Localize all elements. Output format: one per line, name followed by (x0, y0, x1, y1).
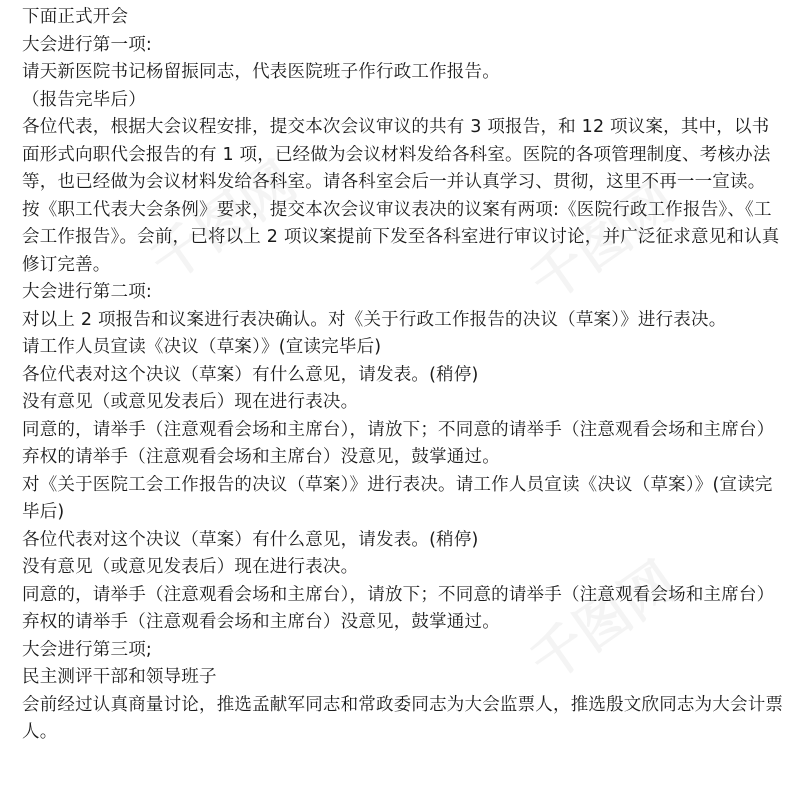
doc-line: 请工作人员宣读《决议（草案）》(宣读完毕后) (22, 337, 382, 357)
doc-line: 没有意见（或意见发表后）现在进行表决。 (22, 392, 359, 412)
doc-line: 请天新医院书记杨留振同志，代表医院班子作行政工作报告。 (22, 62, 500, 82)
doc-line: 大会进行第一项: (22, 34, 152, 55)
doc-line: 没有意见（或意见发表后）现在进行表决。 (22, 557, 359, 577)
doc-line: 大会进行第三项; (22, 639, 152, 660)
doc-line: 会前经过认真商量讨论，推选孟献军同志和常政委同志为大会监票人，推选殷文欣同志为大会计票人。 (22, 694, 784, 742)
document-body (22, 4, 784, 747)
doc-line: 同意的，请举手（注意观看会场和主席台），请放下；不同意的请举手（注意观看会场和主席台）弃权的请举手（注意观看会场和主席台）没意见，鼓掌通过。 (22, 584, 775, 632)
doc-line: 按《职工代表大会条例》要求，提交本次会议审议表决的议案有两项:《医院行政工作报告》、《工会工作报告》。会前，已将以上 2 项议案提前下发至各科室进行审议讨论，并广泛征求意见和认真修订完善。 (22, 199, 780, 275)
doc-line: 下面正式开会 (22, 7, 129, 27)
doc-line: 对以上 2 项报告和议案进行表决确认。对《关于行政工作报告的决议（草案）》进行表决。 (22, 309, 727, 330)
doc-line: 各位代表对这个决议（草案）有什么意见，请发表。(稍停) (22, 529, 479, 550)
doc-line: （报告完毕后） (22, 89, 146, 110)
doc-line: 大会进行第二项: (22, 282, 152, 302)
doc-line: 各位代表对这个决议（草案）有什么意见，请发表。(稍停) (22, 364, 479, 385)
doc-line: 对《关于医院工会工作报告的决议（草案）》进行表决。请工作人员宣读《决议（草案）》(宣读完毕后) (22, 474, 773, 522)
doc-line: 同意的，请举手（注意观看会场和主席台），请放下；不同意的请举手（注意观看会场和主席台）弃权的请举手（注意观看会场和主席台）没意见，鼓掌通过。 (22, 419, 775, 467)
doc-line: 各位代表，根据大会议程安排，提交本次会议审议的共有 3 项报告，和 12 项议案，其中，以书面形式向职代会报告的有 1 项，已经做为会议材料发给各科室。医院的各项管理制度、考核办法等，也已经做为会议材料发给各科室。请各科室会后一并认真学习、贯彻，这里不再一一宣读。 (22, 117, 771, 192)
doc-line: 民主测评干部和领导班子 (22, 667, 217, 687)
